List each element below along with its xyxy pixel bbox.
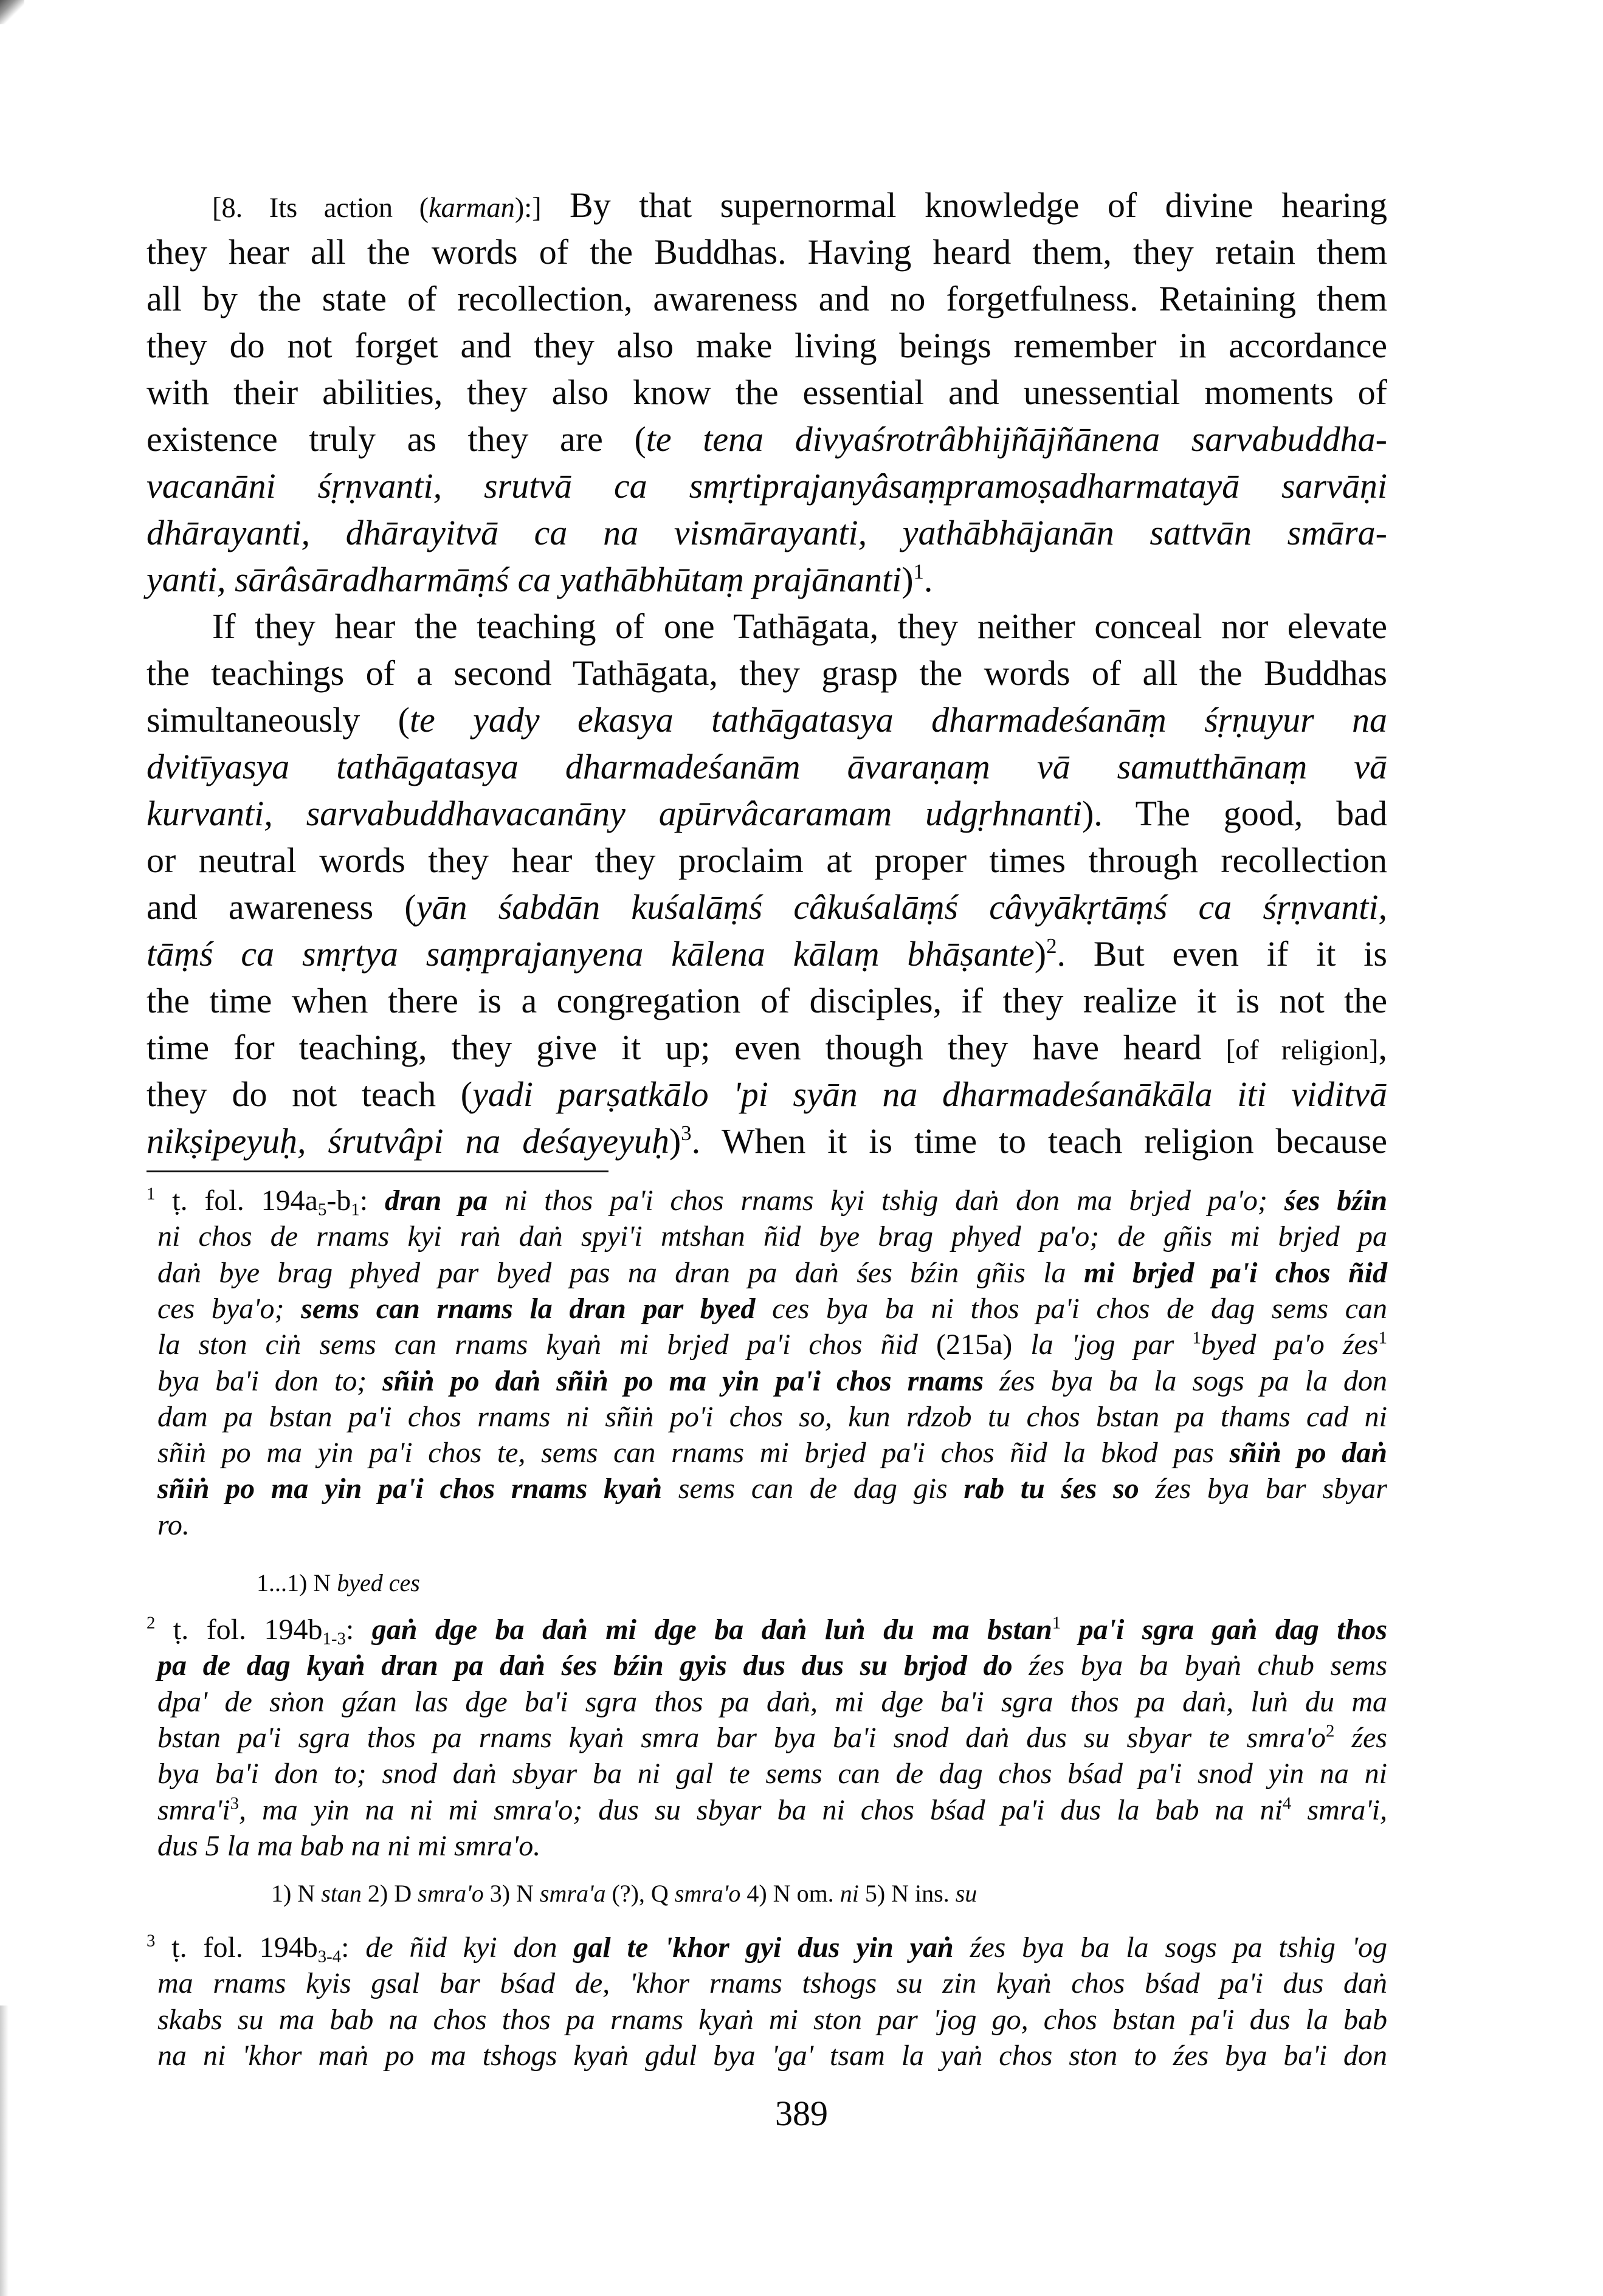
text-run: 3-4 (317, 1947, 342, 1967)
text-run: they hear all the words of the Buddhas. Having heard them, they retain them (147, 232, 1387, 272)
text-run: śes bźin (1284, 1184, 1388, 1217)
footnote-2-line (157, 1792, 1387, 1828)
text-run: smra'o (418, 1880, 484, 1907)
text-run: ṭ. fol. 194a (155, 1184, 318, 1217)
footnote-1-line (157, 1363, 1387, 1399)
main-text-line (147, 884, 1387, 930)
text-run: sñiṅ po daṅ (1229, 1437, 1387, 1469)
footnote-1-line (157, 1218, 1387, 1254)
footnote-2-line (157, 1684, 1387, 1720)
text-run: ces bya ba ni thos pa'i chos de dag sems can (755, 1292, 1388, 1325)
text-run: pa de dag kyaṅ dran pa daṅ śes bźin gyis dus dus su brjod do (157, 1649, 1013, 1682)
text-run: 5) N ins. (858, 1880, 956, 1907)
text-run: If they hear the teaching of one Tathāgata, they neither conceal nor elevate (212, 607, 1387, 646)
main-text-line (212, 182, 1387, 229)
text-run: simultaneously ( (147, 700, 410, 740)
footnote-2-line (157, 1648, 1387, 1683)
scan-edge-noise (0, 2006, 9, 2296)
text-run: yadi parṣatkālo 'pi syān na dharmadeśanākāla iti viditvā (472, 1074, 1387, 1114)
text-run: the teachings of a second Tathāgata, they grasp the words of all the Buddhas (147, 653, 1387, 693)
main-text-line (147, 696, 1387, 743)
text-run: sems can rnams la dran par byed (301, 1292, 756, 1325)
text-run: sems can de dag gis (662, 1473, 964, 1505)
text-run: yanti, sārâsāradharmāṃś ca yathābhūtaṃ prajānanti (147, 560, 902, 599)
main-text-line (147, 229, 1387, 275)
footnote-2-variant-note (271, 1875, 977, 1911)
main-text-line (147, 556, 1387, 603)
text-run: tāṃś ca smṛtya saṃprajanyena kālena kālaṃ bhāṣante (147, 934, 1035, 974)
page-number: 389 (775, 2094, 828, 2133)
text-run: nikṣipeyuḥ, śrutvâpi na deśayeyuḥ (147, 1121, 669, 1161)
text-run: ma rnams kyis gsal bar bśad de, 'khor rnams tshogs su zin kyaṅ chos bśad pa'i dus daṅ (157, 1967, 1387, 2000)
footnote-3-line (157, 2002, 1387, 2038)
text-run: , ma yin na ni mi smra'o; dus su sbyar ba ni chos bśad pa'i dus la bab na ni (239, 1793, 1283, 1826)
main-text-line (147, 1118, 1387, 1164)
text-run: 4) N om. (740, 1880, 840, 1907)
text-run: 1 (913, 560, 924, 584)
text-run: de ñid kyi don (365, 1931, 574, 1964)
text-run: źes bya ba byaṅ chub sems (1012, 1649, 1387, 1682)
text-run: ). The good, bad (1081, 794, 1387, 833)
main-text-line (147, 416, 1387, 462)
text-run: źes bya ba la sogs pa tshig 'og (953, 1931, 1388, 1964)
text-run: dhārayanti, dhārayitvā ca na vismārayanti, yathābhājanān sattvān smāra- (147, 513, 1387, 552)
main-text-line (147, 650, 1387, 696)
text-run: dus 5 la ma bab na ni mi smra'o. (157, 1829, 541, 1862)
text-run: (?), Q (605, 1880, 675, 1907)
footnote-3-line (157, 1965, 1387, 2001)
text-run: : (345, 1614, 372, 1646)
footnote-1-line (157, 1291, 1387, 1327)
text-run: 1 (1192, 1328, 1201, 1348)
footnote-1-variant-note (257, 1565, 420, 1601)
main-text-line (147, 977, 1387, 1024)
text-run: sñiṅ po daṅ sñiṅ po ma yin pa'i chos rnams (382, 1364, 984, 1397)
footnote-2-line (157, 1756, 1387, 1792)
text-run: : (359, 1184, 385, 1217)
text-run: By that supernormal knowledge of divine hearing (541, 185, 1387, 225)
text-run: byed ces (337, 1569, 420, 1597)
text-run: 3) N (483, 1880, 540, 1907)
footnote-1-line (157, 1507, 1387, 1543)
text-run: . (923, 560, 933, 599)
text-run: (215a) (936, 1328, 1013, 1361)
text-run: karman (429, 193, 515, 224)
text-run: 1 (147, 1184, 156, 1204)
text-run: te tena divyaśrotrâbhijñājñānena sarvabuddha- (646, 419, 1387, 459)
text-run: te yady ekasya tathāgatasya dharmadeśanāṃ śṛṇuyur na (409, 700, 1388, 740)
main-text-line (147, 369, 1387, 416)
text-run: they do not teach ( (147, 1074, 473, 1114)
text-run: sñiṅ po ma yin pa'i chos te, sems can rnams mi brjed pa'i chos ñid la bkod pas (157, 1437, 1230, 1469)
text-run: rab tu śes so (964, 1473, 1139, 1505)
text-run: [8. Its action ( (212, 193, 429, 224)
text-run: bya ba'i don to; snod daṅ sbyar ba ni gal te sems can de dag chos bśad pa'i snod yin na ni (157, 1758, 1387, 1790)
text-run: . But even if it is (1057, 934, 1387, 974)
text-run: vacanāni śṛṇvanti, srutvā ca smṛtiprajanyâsaṃpramoṣadharmatayā sarvāṇi (147, 466, 1387, 506)
text-run: 2 (1046, 934, 1057, 958)
main-text-line (147, 509, 1387, 556)
text-run: they do not forget and they also make living beings remember in accordance (147, 326, 1387, 365)
text-run: -b (326, 1184, 351, 1217)
main-text-line (212, 603, 1387, 650)
text-run: źes (1334, 1721, 1387, 1754)
text-run: kurvanti, sarvabuddhavacanāny apūrvâcaramam udgṛhnanti (147, 794, 1082, 833)
text-run: daṅ bye brag phyed par byed pas na dran pa daṅ śes bźin gñis la (157, 1256, 1084, 1289)
text-run: smra'o (674, 1880, 741, 1907)
text-run: dpa' de sṅon gźan las dge ba'i sgra thos pa daṅ, mi dge ba'i sgra thos pa daṅ, luṅ du ma (157, 1685, 1387, 1718)
text-run: la ston ciṅ sems can rnams kyaṅ mi brjed pa'i chos ñid (157, 1328, 936, 1361)
text-run: byed pa'o źes (1201, 1328, 1379, 1361)
text-run: bstan pa'i sgra thos pa rnams kyaṅ smra bar bya ba'i snod daṅ dus su sbyar te smra'o (157, 1721, 1326, 1754)
text-run: 1 (1052, 1613, 1061, 1633)
footnote-1-line (157, 1327, 1387, 1363)
text-run: 3 (147, 1931, 156, 1951)
text-run: time for teaching, they give it up; even though they have heard (147, 1028, 1226, 1067)
text-run: smra'i, (1291, 1793, 1388, 1826)
text-run: with their abilities, they also know the essential and unessential moments of (147, 373, 1387, 412)
text-run: 4 (1282, 1793, 1292, 1813)
text-run: : (341, 1931, 366, 1964)
text-run: 3 (230, 1793, 240, 1813)
text-run: the time when there is a congregation of disciples, if they realize it is not the (147, 981, 1387, 1020)
footnote-1-line (157, 1435, 1387, 1471)
text-run: ):] (514, 193, 542, 224)
text-run: ) (669, 1121, 681, 1161)
text-run: źes bya bar sbyar (1139, 1473, 1387, 1505)
text-run: la 'jog par (1012, 1328, 1193, 1361)
text-run: . When it is time to teach religion because (691, 1121, 1387, 1161)
text-run: existence truly as they are ( (147, 419, 646, 459)
text-run: dvitīyasya tathāgatasya dharmadeśanām āvaraṇaṃ vā samutthānaṃ vā (147, 747, 1387, 786)
main-text-line (147, 790, 1387, 837)
text-run: 2 (147, 1613, 156, 1633)
scan-corner-shadow (0, 0, 24, 24)
main-text-line (147, 930, 1387, 977)
footnote-2-line (147, 1612, 1387, 1648)
text-run: gaṅ dge ba daṅ mi dge ba daṅ luṅ du ma bstan (371, 1614, 1052, 1646)
text-run: 1 (351, 1200, 360, 1220)
text-run: ni (839, 1880, 859, 1907)
text-run: smra'i (157, 1793, 230, 1826)
main-text-line (147, 322, 1387, 369)
text-run: 1...1) N (257, 1569, 337, 1597)
text-run: ) (901, 560, 914, 599)
footnote-separator (147, 1170, 608, 1172)
text-run: or neutral words they hear they proclaim at proper times through recollection (147, 840, 1387, 880)
text-run: dran pa (384, 1184, 488, 1217)
text-run: skabs su ma bab na chos thos pa rnams kyaṅ mi ston par 'jog go, chos bstan pa'i dus la bab (157, 2003, 1387, 2036)
footnote-2-line (157, 1720, 1387, 1756)
text-run: gal te 'khor gyi dus yin yaṅ (573, 1931, 954, 1964)
main-text-line (147, 275, 1387, 322)
text-run: ces bya'o; (157, 1292, 302, 1325)
text-run: stan (321, 1880, 362, 1907)
footnote-3-line (147, 1930, 1387, 1965)
footnote-1-line (157, 1255, 1387, 1291)
main-text-line (147, 462, 1387, 509)
text-run: sñiṅ po ma yin pa'i chos rnams kyaṅ (157, 1473, 663, 1505)
text-run: 2 (1325, 1721, 1335, 1741)
text-run: bya ba'i don to; (157, 1364, 383, 1397)
text-run: , (1378, 1028, 1387, 1067)
main-text-line (147, 743, 1387, 790)
main-text-line (147, 1024, 1387, 1071)
footnote-1-line (147, 1183, 1387, 1218)
text-run: ni chos de rnams kyi raṅ daṅ spyi'i mtshan ñid bye brag phyed pa'o; de gñis mi brjed pa (157, 1220, 1387, 1253)
text-run: su (955, 1880, 977, 1907)
text-run: pa'i sgra gaṅ dag thos (1061, 1614, 1388, 1646)
text-run: na ni 'khor maṅ po ma tshogs kyaṅ gdul bya 'ga' tsam la yaṅ chos ston to źes bya ba'i don (157, 2039, 1387, 2072)
text-run: ) (1034, 934, 1047, 974)
text-run: mi brjed pa'i chos ñid (1083, 1256, 1388, 1289)
text-run: 5 (317, 1200, 327, 1220)
text-run: 2) D (361, 1880, 418, 1907)
footnote-2-line (157, 1828, 1387, 1864)
text-run: ro. (157, 1508, 190, 1541)
main-text-line (147, 1071, 1387, 1118)
text-run: ni thos pa'i chos rnams kyi tshig daṅ don ma brjed pa'o; (488, 1184, 1284, 1217)
text-run: yān śabdān kuśalāṃś câkuśalāṃś câvyākṛtāṃś ca śṛṇvanti, (416, 887, 1387, 927)
footnote-3-line (157, 2038, 1387, 2074)
text-run: 1-3 (322, 1629, 346, 1649)
footnote-1-line (157, 1399, 1387, 1435)
text-run: [of religion] (1226, 1035, 1379, 1066)
text-run: ṭ. fol. 194b (155, 1614, 323, 1646)
text-run: all by the state of recollection, awareness and no forgetfulness. Retaining them (147, 279, 1387, 318)
footnote-1-line (157, 1471, 1387, 1507)
text-run: 1 (1378, 1328, 1388, 1348)
text-run: ṭ. fol. 194b (155, 1931, 318, 1964)
text-run: źes bya ba la sogs pa la don (984, 1364, 1388, 1397)
text-run: and awareness ( (147, 887, 416, 927)
text-run: smra'a (539, 1880, 606, 1907)
text-run: 1) N (271, 1880, 322, 1907)
text-run: dam pa bstan pa'i chos rnams ni sñiṅ po'i chos so, kun rdzob tu chos bstan pa thams cad ni (157, 1400, 1387, 1433)
main-text-line (147, 837, 1387, 884)
text-run: 3 (681, 1121, 692, 1146)
